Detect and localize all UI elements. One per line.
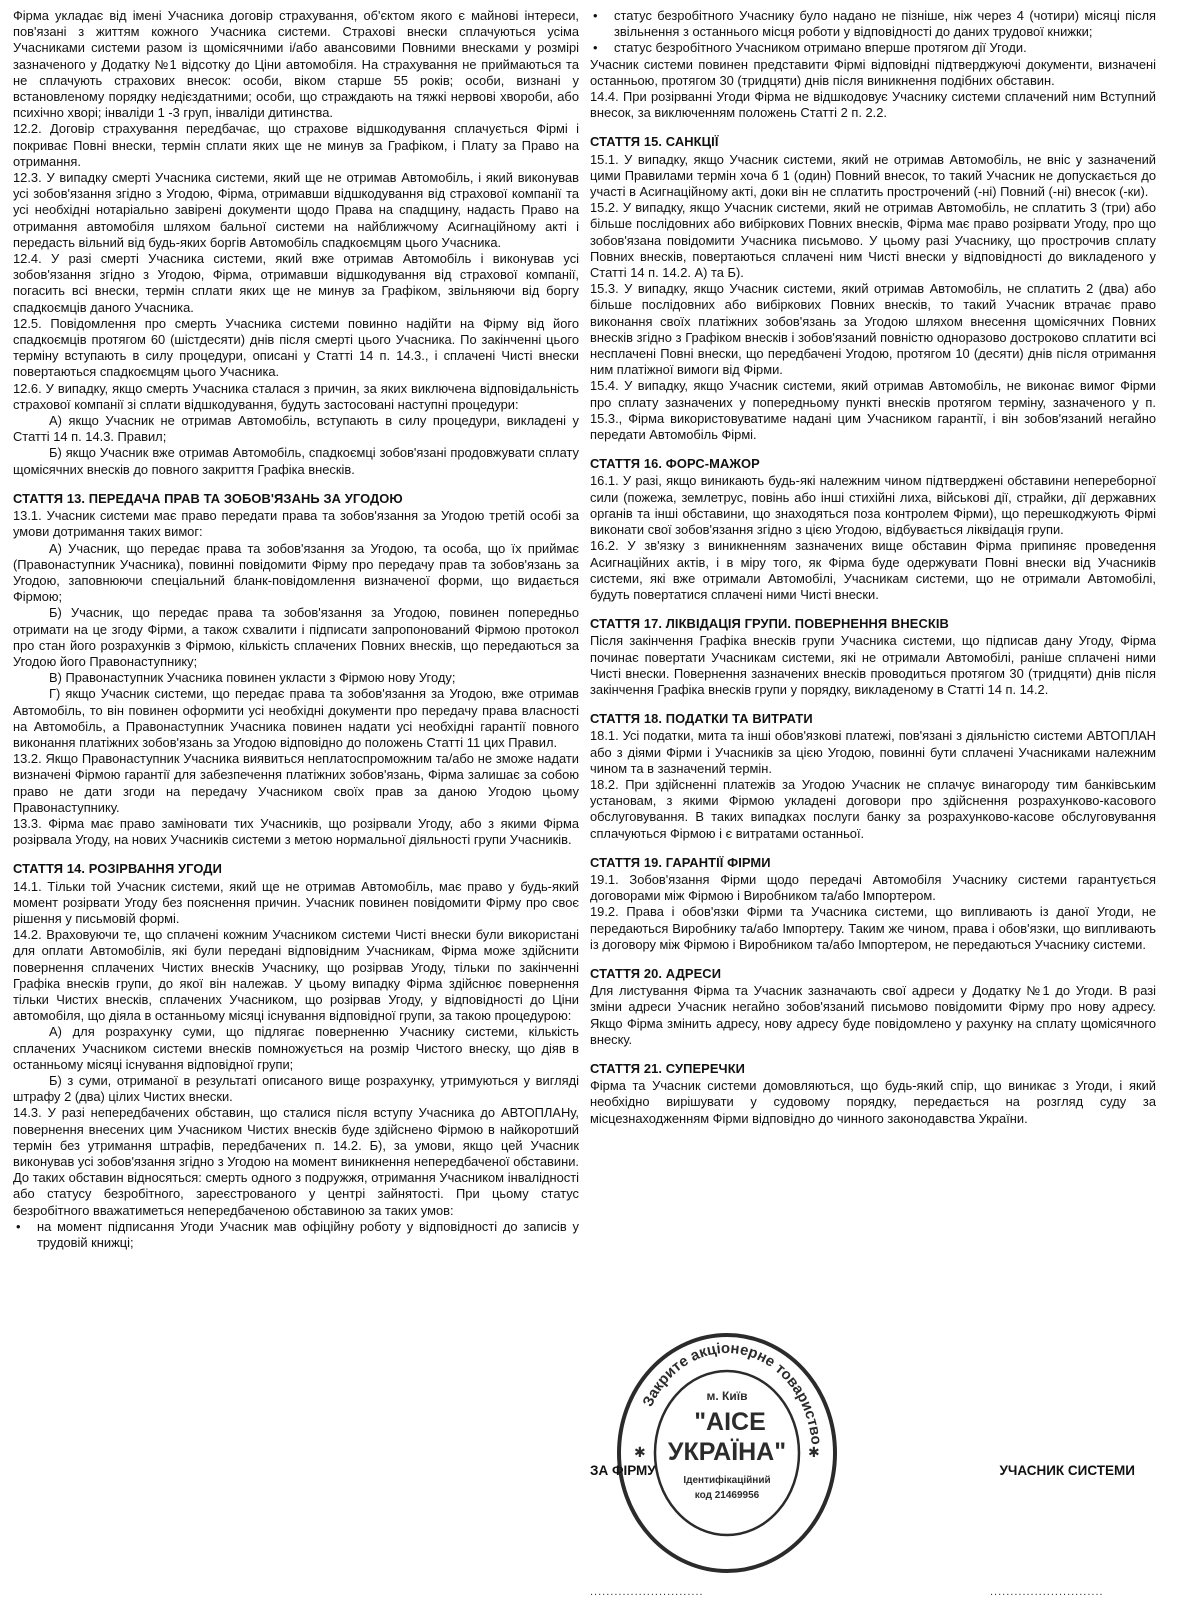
article-20-heading: СТАТТЯ 20. АДРЕСИ	[590, 965, 722, 981]
paragraph-14-1: 14.1. Тільки той Учасник системи, який ще не отримав Автомобіль, має право у будь-який момент розірвати Угоду без пояснення причин. Учасник повинен повідомити Фірму про своє рішення у письмовій формі.	[13, 878, 579, 926]
paragraph-12-4: 12.4. У разі смерті Учасника системи, який вже отримав Автомобіль і виконував усі зобов'язання згідно з Угодою, Фірма, отримавши відшкодування від страхової компанії, погасить всі внески, термін сплати яких ще не минув за Графіком, звільняючи від боргу спадкоємців даного Учасника.	[13, 251, 579, 315]
paragraph-13-2: 13.2. Якщо Правонаступник Учасника виявиться неплатоспроможним та/або не зможе надати визначені Фірмою гарантії для забезпечення платіжних зобов'язань, Фірма залишає за собою право не дати згоди на передачу Учасником своїх прав за даною Угодою цьому Правонаступнику.	[13, 751, 579, 815]
paragraph-17: Після закінчення Графіка внесків групи Учасника системи, що підписав дану Угоду, Фірма починає повертати Учасникам системи, які не отримали Автомобілі, раніше сплачені ними Чисті внески. Повернення зазначених внесків проводиться протягом 30 (тридцяти) днів після закінчення Графіка внесків групи у порядку, викладеному в Статті 14 п. 14.2.	[590, 633, 1156, 697]
seal-id-label: Ідентифікаційний	[683, 1475, 771, 1486]
signature-label-participant: УЧАСНИК СИСТЕМИ	[999, 1463, 1135, 1478]
list-item: • статус безробітного Учаснику було надано не пізніше, ніж через 4 (чотири) місяці після звільнення з останнього місця роботи у відповідності до даних трудової книжки;	[590, 8, 1156, 40]
article-14-heading: СТАТТЯ 14. РОЗІРВАННЯ УГОДИ	[13, 861, 222, 877]
company-seal	[612, 1328, 842, 1578]
paragraph-18-1: 18.1. Усі податки, мита та інші обов'язкові платежі, пов'язані з діяльністю системи АВТОПЛАН або з діями Фірми і Учасників за цією Угодою, повинні бути сплачені Учасниками належним чином та в зазначений термін.	[590, 728, 1156, 776]
paragraph-intro: Фірма укладає від імені Учасника договір страхування, об'єктом якого є майнові інтереси, пов'язані з життям кожного Учасника системи. Страхові внески сплачуються усіма Учасниками системи разом із щомісячними і/або авансовими Повними внесками у розмірі зазначеного у Додатку №1 відсотку до Ціни автомобіля. На страхування не приймаються та не сплачують страхових внесок: особи, віком старше 55 років; особи, визнані у встановленому порядку недієздатними; особи, що страждають на тяжкі нервові хвороби, або психічно хворі; інваліди 1 -3 груп, інваліди дитинства.	[13, 8, 579, 121]
paragraph-18-2: 18.2. При здійсненні платежів за Угодою Учасник не сплачує винагороду тим банківським установам, з якими Фірмою укладені договори про здійснення розрахунково-касового обслуговування. В таких випадках послуги банку за розрахунково-касове обслуговування сплачуються Фірмою і є витратами останньої.	[590, 776, 1156, 841]
paragraph-12-3: 12.3. У випадку смерті Учасника системи, який ще не отримав Автомобіль, і який виконував усі зобов'язання згідно з Угодою, Фірма, отримавши відшкодування від страхової компанії та усі необхідні нотаріально завірені документи щодо Права на спадщину, надасть Право на отримання автомобіля шляхом бальної системи на найближчому Асигнаційному акті і передасть вільний від будь-яких боргів Автомобіль спадкоємцям цього Учасника.	[13, 170, 579, 250]
paragraph-12-6-b: Б) якщо Учасник вже отримав Автомобіль, спадкоємці зобов'язані продовжувати сплату щомісячних внесків до повного закриття Графіка внесків.	[13, 445, 579, 477]
paragraph-12-6-a: А) якщо Учасник не отримав Автомобіль, вступають в силу процедури, викладені у Статті 14 п. 14.3. Правил;	[13, 413, 579, 445]
seal-star-icon: ✱	[634, 1444, 646, 1460]
article-21-heading: СТАТТЯ 21. СУПЕРЕЧКИ	[590, 1060, 746, 1076]
paragraph-14-2-a: А) для розрахунку суми, що підлягає поверненню Учаснику системи, кількість сплачених Учасником системи внесків помножується на розмір Чистого внеску, що діяв в останньому місяці існування відповідної групи;	[13, 1024, 579, 1072]
conditions-list-left	[13, 1219, 579, 1251]
paragraph-15-4: 15.4. У випадку, якщо Учасник системи, який отримав Автомобіль, не виконає вимог Фірми про сплату зазначених у попередньому пункті внесків протягом терміну, зазначеного у п. 15.3., Фірма використовуватиме надані цим Учасником гарантії, і він зобов'язаний негайно передати Автомобіль Фірмі.	[590, 378, 1156, 443]
signature-line-firm: ............................	[590, 1586, 704, 1598]
paragraph-14-2-b: Б) з суми, отриманої в результаті описаного вище розрахунку, утримуються у вигляді штрафу 2 (два) цілих Чистих внески.	[13, 1073, 579, 1105]
paragraph-16-1: 16.1. У разі, якщо виникають будь-які належним чином підтверджені обставини непереборної сили (пожежа, землетрус, повінь або інші стихійні лиха, військові дії, страйки, дії державних органів та інші обставини, що знаходяться поза контролем Фірми), що перешкоджують Фірмі виконати свої зобов'язання згідно з цією Угодою, відбувається ліквідація групи.	[590, 473, 1156, 538]
signature-line-participant: ............................	[990, 1586, 1104, 1598]
paragraph-14-2: 14.2. Враховуючи те, що сплачені кожним Учасником системи Чисті внески були використані для оплати Автомобілів, які були передані відповідним Учасникам, Фірма може здійснити повернення сплачених Чистих внесків Учаснику, що розірвав Угоду, тільки по закінченні Графіка внесків групи, до якої він належав. У цьому випадку Фірма здійснює повернення тільки Чистих внесків, сплачених Учасником, що розірвав Угоду, у відповідності до Ціни автомобіля, що діяла в останньому місяці існування відповідної групи, за такою процедурою:	[13, 927, 579, 1024]
list-item: • статус безробітного Учасником отримано вперше протягом дії Угоди.	[590, 40, 1156, 56]
paragraph-19-1: 19.1. Зобов'язання Фірми щодо передачі Автомобіля Учаснику системи гарантується договорами між Фірмою і Виробником та/або Імпортером.	[590, 871, 1156, 904]
paragraph-12-5: 12.5. Повідомлення про смерть Учасника системи повинно надійти на Фірму від його спадкоємців протягом 60 (шістдесяти) днів після смерті цього Учасника. По закінченні цього терміну вступають в силу процедури, описані у Статті 14 п. 14.3., і сплачені Чисті внески повертаються спадкоємцям цього Учасника.	[13, 315, 579, 380]
paragraph-15-2: 15.2. У випадку, якщо Учасник системи, який не отримав Автомобіль, не сплатить 3 (три) або більше послідовних або вибіркових Повних внесків, Фірма має право розірвати Угоду, про що зобов'язана повідомити Учасника письмово. У цьому разі Учаснику, що прострочив сплату Повних внесків, повертаються сплачені ним Чисті внески у відповідності до викладеного у Статті 14 п. 14.2. А) та Б).	[590, 200, 1156, 281]
paragraph-21: Фірма та Учасник системи домовляються, що будь-який спір, що виникає з Угоди, і який необхідно вирішувати у судовому порядку, передається на розгляд суду за місцезнаходженням Фірми відповідно до чинного законодавства України.	[590, 1078, 1156, 1126]
paragraph-13-3: 13.3. Фірма має право заміновати тих Учасників, що розірвали Угоду, або з якими Фірма розірвала Угоду, на нових Учасників системи з метою нормальної діяльності групи Учасників.	[13, 815, 579, 848]
left-column	[13, 8, 579, 1608]
paragraph-13-1-b: Б) Учасник, що передає права та зобов'язання за Угодою, повинен попередньо отримати на це згоду Фірми, а також схвалити і підписати запропонований Фірмою протокол про стан його розрахунків з Фірмою, кількість сплачених Повних внесків, що передаються за Угодою його Правонаступнику;	[13, 605, 579, 669]
article-15-heading: СТАТТЯ 15. САНКЦІЇ	[590, 134, 719, 150]
article-18-heading: СТАТТЯ 18. ПОДАТКИ ТА ВИТРАТИ	[590, 711, 813, 727]
article-16-heading: СТАТТЯ 16. ФОРС-МАЖОР	[590, 456, 760, 472]
article-19-heading: СТАТТЯ 19. ГАРАНТІЇ ФІРМИ	[590, 854, 771, 870]
paragraph-12-2: 12.2. Договір страхування передбачає, що страхове відшкодування сплачується Фірмі і покриває Повні внески, термін сплати яких ще не минув за Графіком, і Плату за Право на отримання.	[13, 121, 579, 169]
signature-label-firm: ЗА ФІРМУ	[590, 1463, 656, 1478]
paragraph-19-2: 19.2. Права і обов'язки Фірми та Учасника системи, що випливають із даної Угоди, не передаються Виробнику та/або Імпортеру. Таким же чином, права і обов'язки, що випливають із договору між Фірмою і Виробником та/або Імпортером, не передаються Учаснику системи.	[590, 904, 1156, 952]
paragraph-13-1-c: В) Правонаступник Учасника повинен укласти з Фірмою нову Угоду;	[49, 670, 456, 686]
paragraph-20: Для листування Фірма та Учасник зазначають свої адреси у Додатку №1 до Угоди. В разі зміни адреси Учасник негайно зобов'язаний письмово повідомити Фірму про нову адресу. Якщо Фірма змінить адресу, нову адресу буде повідомлено у рахунку на сплату щомісячного внеску.	[590, 983, 1156, 1047]
seal-arc-text: Закрите акціонерне товариство	[639, 1339, 825, 1446]
seal-city: м. Київ	[706, 1389, 748, 1403]
paragraph-14-4: 14.4. При розірванні Угоди Фірма не відшкодовує Учаснику системи сплачений ним Вступний внесок, за виключенням положень Статті 2 п. 2.2.	[590, 89, 1156, 121]
paragraph-13-1: 13.1. Учасник системи має право передати права та зобов'язання за Угодою третій особі за умови дотримання таких вимог:	[13, 508, 579, 540]
paragraph-13-1-a: А) Учасник, що передає права та зобов'язання за Угодою, та особа, що їх приймає (Правонаступник Учасника), повинні повідомити Фірму про передачу прав та зобов'язань за Угодою, заповнюючи спеціальний бланк-повідомлення визначеної форми, що видається Фірмою;	[13, 540, 579, 605]
paragraph-16-2: 16.2. У зв'язку з виникненням зазначених вище обставин Фірма припиняє проведення Асигнаційних актів, і в міру того, як Фірма буде одержувати Повні внески від Учасників системи, які вже отримали Автомобілі, Учасникам системи, що не отримали Автомобілі, будуть повертатися сплачені ними Чисті внески.	[590, 538, 1156, 602]
seal-star-icon: ✱	[808, 1444, 820, 1460]
article-17-heading: СТАТТЯ 17. ЛІКВІДАЦІЯ ГРУПИ. ПОВЕРНЕННЯ ВНЕСКІВ	[590, 616, 949, 632]
paragraph-14-3-end: Учасник системи повинен представити Фірмі відповідні підтверджуючі документи, визначені останньою, протягом 30 (тридцяти) днів після виникнення подібних обставин.	[590, 56, 1156, 88]
seal-id-code: код 21469956	[694, 1490, 760, 1501]
paragraph-14-3: 14.3. У разі непередбачених обставин, що сталися після вступу Учасника до АВТОПЛАНу, повернення внесених цим Учасником Чистих внесків буде здійснено Фірмою в найкоротший термін без утримання штрафів, передбачених п. 14.2. Б), за умови, якщо цей Учасник виконував усі зобов'язання згідно з Угодою на момент виникнення непередбаченої обставини. До таких обставин відносяться: смерть одного з подружжя, отримання Учасником інвалідності або статусу безробітного, зареєстрованого у центрі зайнятості. При цьому статус безробітного вважатиметься непередбаченою обставиною за таких умов:	[13, 1105, 579, 1218]
seal-name-line-1: "АІСЕ	[694, 1408, 766, 1436]
article-13-heading: СТАТТЯ 13. ПЕРЕДАЧА ПРАВ ТА ЗОБОВ'ЯЗАНЬ ЗА УГОДОЮ	[13, 490, 403, 506]
paragraph-15-3: 15.3. У випадку, якщо Учасник системи, який отримав Автомобіль, не сплатить 2 (два) або більше послідовних або вибіркових Повних внесків, то такий Учасник втрачає право виконання своїх платіжних зобов'язань за Угодою шляхом внесення щомісячних Повних внесків згідно з Графіком внесків і зобов'язаний повністю одноразово достроково сплатити всі несплачені Повні внески, що передбачені Угодою, протягом 10 (десяти) днів після отримання ним платіжної вимоги від Фірми.	[590, 281, 1156, 378]
list-item: • на момент підписання Угоди Учасник мав офіційну роботу у відповідності до записів у трудовій книжці;	[13, 1219, 579, 1251]
paragraph-12-6: 12.6. У випадку, якщо смерть Учасника сталася з причин, за яких виключена відповідальність страхової компанії зі сплати відшкодування, будуть застосовані наступні процедури:	[13, 380, 579, 412]
paragraph-13-1-d: Г) якщо Учасник системи, що передає права та зобов'язання за Угодою, вже отримав Автомобіль, то він повинен оформити усі необхідні документи про передачу права власності на Автомобіль, а Правонаступник Учасника повинен надати усі необхідні гарантії повного виконання платіжних зобов'язань за Угодою відповідно до положень Статті 11 цих Правил.	[13, 686, 579, 750]
paragraph-15-1: 15.1. У випадку, якщо Учасник системи, який не отримав Автомобіль, не вніс у зазначений цими Правилами термін хоча б 1 (один) Повний внесок, то такий Учасник не допускається до участі в Асигнаційному акті, доки він не сплатить прострочений (-ні) Повний (-ні) внесок (-ки).	[590, 151, 1156, 200]
conditions-list-right	[590, 8, 1156, 57]
seal-name-line-2: УКРАЇНА"	[667, 1438, 787, 1466]
